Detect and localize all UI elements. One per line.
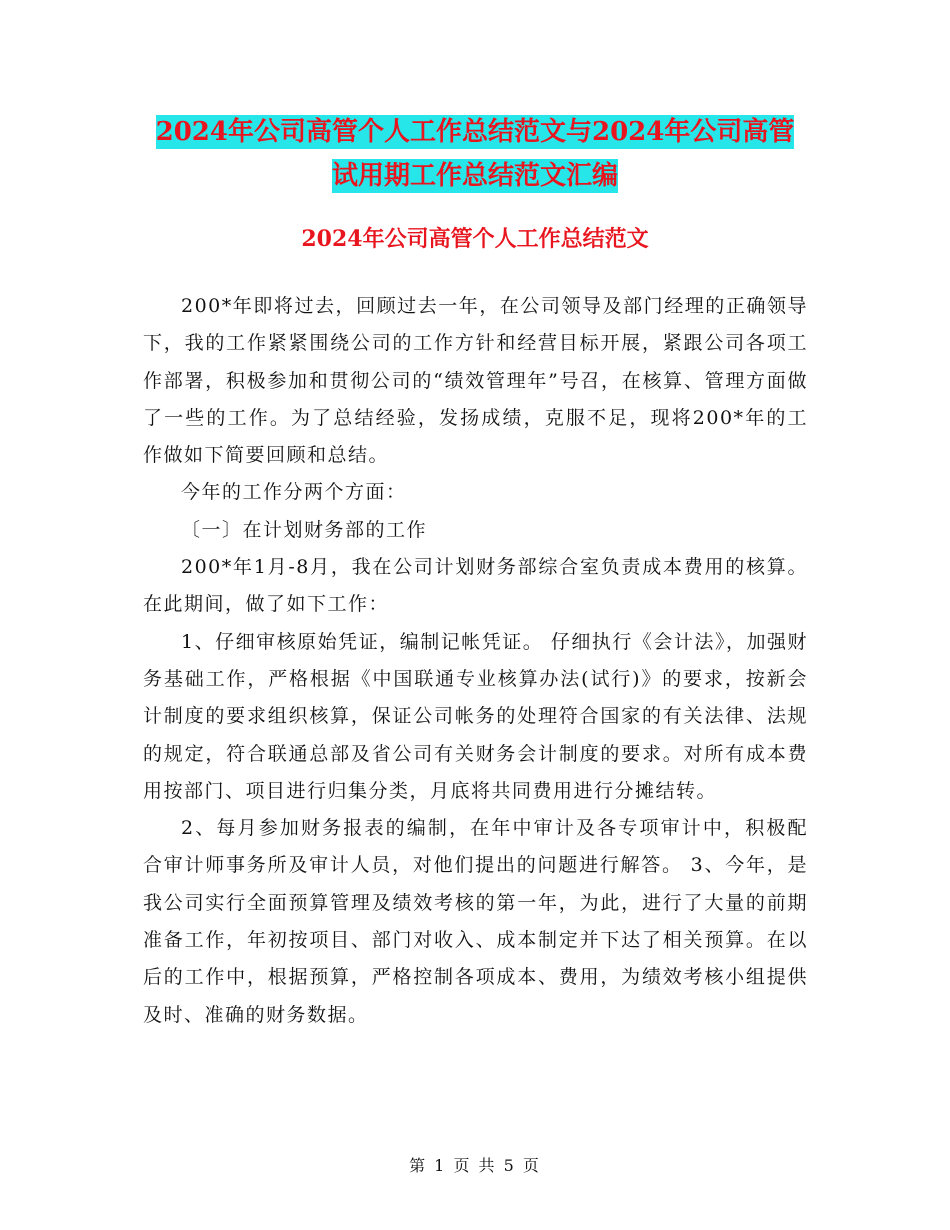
main-title-line-2: 试用期工作总结范文汇编 (331, 161, 618, 191)
section-title: 2024年公司高管个人工作总结范文 (301, 226, 649, 252)
page-footer: 第 1 页 共 5 页 (409, 1156, 541, 1175)
paragraph: 1、仔细审核原始凭证，编制记帐凭证。 仔细执行《会计法》，加强财务基础工作，严格根据《中国联通专业核算办法(试行)》的要求，按新会计制度的要求组织核算，保证公司帐务的处理符合国家的有关法律、法规的规定，符合联通总部及省公司有关财务会计制度的要求。对所有成本费用按部门、项目进行归集分类，月底将共同费用进行分摊结转。 (143, 630, 808, 802)
paragraph: 2、每月参加财务报表的编制，在年中审计及各专项审计中，积极配合审计师事务所及审计人员，对他们提出的问题进行解答。 3、今年，是我公司实行全面预算管理及绩效考核的第一年，为此，进行了大量的前期准备工作，年初按项目、部门对收入、成本制定并下达了相关预算。在以后的工作中，根据预算，严格控制各项成本、费用，为绩效考核小组提供及时、准确的财务数据。 (143, 817, 808, 1026)
paragraph: 今年的工作分两个方面： (181, 481, 407, 504)
body-text (143, 288, 808, 1034)
main-title-line-1: 2024年公司高管个人工作总结范文与2024年公司高管 (155, 117, 795, 147)
main-title (0, 110, 950, 198)
paragraph: 〔一〕在计划财务部的工作 (181, 518, 428, 541)
paragraph: 200*年即将过去，回顾过去一年，在公司领导及部门经理的正确领导下，我的工作紧紧围绕公司的工作方针和经营目标开展，紧跟公司各项工作部署，积极参加和贯彻公司的“绩效管理年”号召，在核算、管理方面做了一些的工作。为了总结经验，发扬成绩，克服不足，现将200*年的工作做如下简要回顾和总结。 (143, 295, 808, 467)
paragraph: 200*年1月-8月，我在公司计划财务部综合室负责成本费用的核算。在此期间，做了如下工作： (143, 556, 808, 616)
